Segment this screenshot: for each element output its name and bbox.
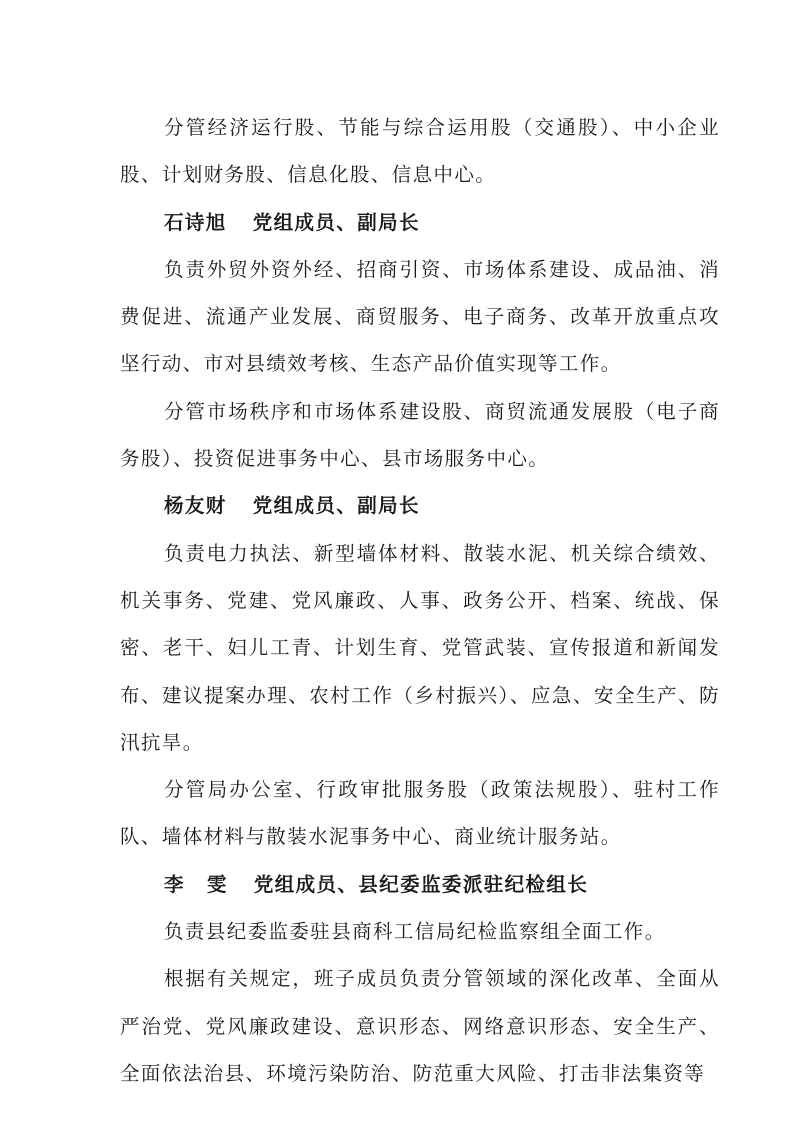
paragraph-responsibilities-1: 分管经济运行股、节能与综合运用股（交通股）、中小企业股、计划财务股、信息化股、信息中心。 (120, 116, 720, 187)
paragraph-responsibilities-3: 分管市场秩序和市场体系建设股、商贸流通发展股（电子商务股）、投资促进事务中心、县市场服务中心。 (120, 399, 720, 471)
paragraph-responsibilities-2: 负责外贸外资外经、招商引资、市场体系建设、成品油、消费促进、流通产业发展、商贸服务、电子商务、改革开放重点攻坚行动、市对县绩效考核、生态产品价值实现等工作。 (120, 257, 720, 376)
official-title: 党组成员、副局长 (252, 210, 420, 234)
paragraph-responsibilities-6: 负责县纪委监委驻县商科工信局纪检监察组全面工作。 (164, 920, 666, 944)
official-name: 杨友财 (164, 494, 227, 518)
paragraph-responsibilities-7: 根据有关规定，班子成员负责分管领域的深化改革、全面从严治党、党风廉政建设、意识形态、网络意识形态、安全生产、全面依法治县、环境污染防治、防范重大风险、打击非法集资等 (120, 967, 720, 1085)
official-name-given: 雯 (206, 872, 228, 896)
paragraph-responsibilities-4: 负责电力执法、新型墙体材料、散装水泥、机关综合绩效、机关事务、党建、党风廉政、人事、政务公开、档案、统战、保密、老干、妇儿工青、计划生育、党管武装、宣传报道和新闻发布、建议提案办理、农村工作（乡村振兴）、应急、安全生产、防汛抗旱。 (120, 541, 720, 754)
heading-yang-youcai (120, 482, 720, 529)
document-body (120, 104, 720, 1097)
official-name-surname: 李 (164, 872, 185, 896)
paragraph-responsibilities-5: 分管局办公室、行政审批服务股（政策法规股）、驻村工作队、墙体材料与散装水泥事务中心、商业统计服务站。 (120, 778, 720, 849)
official-title: 党组成员、县纪委监委派驻纪检组长 (253, 872, 589, 896)
heading-li-wen (120, 861, 720, 908)
heading-shi-shixu (120, 199, 720, 246)
official-title: 党组成员、副局长 (252, 494, 420, 518)
official-name: 石诗旭 (164, 210, 227, 234)
